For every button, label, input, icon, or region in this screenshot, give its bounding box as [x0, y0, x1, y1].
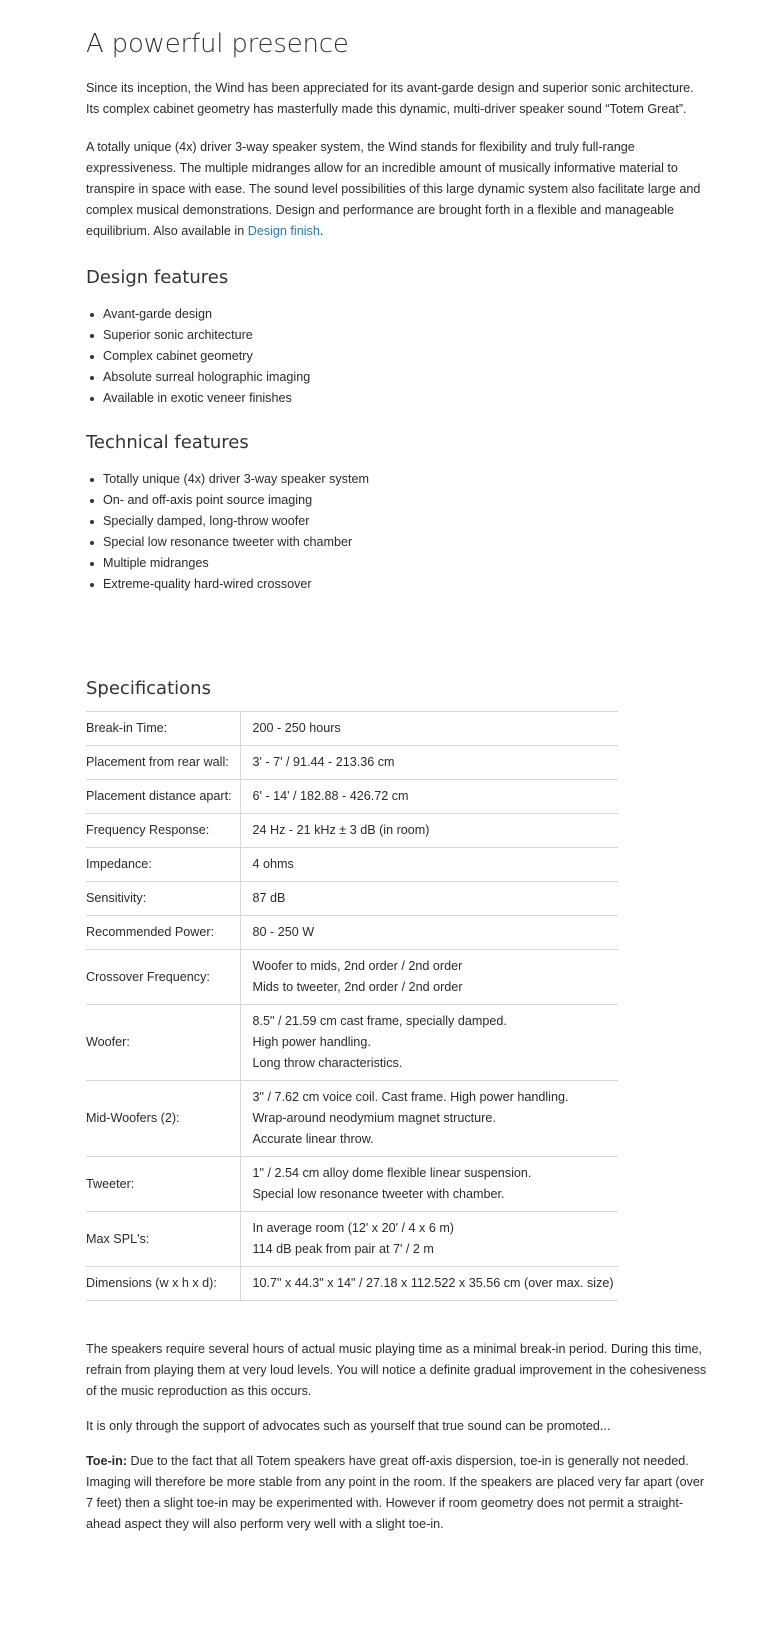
intro-paragraph-2-text: A totally unique (4x) driver 3-way speaker system, the Wind stands for flexibility and truly full-range expressiveness. The multiple midranges allow for an incredible amount of musically informative material to transpire in space with ease. The sound level possibilities of this large dynamic system also facilitate large and complex musical demonstrations. Design and performance are brought forth in a flexible and manageable equilibrium. Also available in	[86, 140, 701, 238]
spec-label: Woofer:	[86, 1005, 240, 1081]
table-row	[86, 1212, 618, 1267]
table-row	[86, 1157, 618, 1212]
spec-value	[240, 1081, 618, 1157]
spec-value-line: Mids to tweeter, 2nd order / 2nd order	[252, 980, 463, 994]
spec-value-line: 10.7" x 44.3" x 14" / 27.18 x 112.522 x 35.56 cm (over max. size)	[252, 1276, 614, 1290]
list-item: Extreme-quality hard-wired crossover	[86, 574, 710, 595]
table-row	[86, 882, 618, 916]
spec-label: Placement distance apart:	[86, 780, 240, 814]
break-in-paragraph: The speakers require several hours of actual music playing time as a minimal break-in period. During this time, refrain from playing them at very loud levels. You will notice a definite gradual improvement in the cohesiveness of the music reproduction as this occurs.	[86, 1342, 707, 1398]
table-row	[86, 1081, 618, 1157]
spec-value-line: Woofer to mids, 2nd order / 2nd order	[252, 959, 463, 973]
table-row	[86, 712, 618, 746]
intro-paragraph-2	[86, 137, 710, 242]
toe-in-paragraph	[86, 1451, 710, 1535]
spec-label: Impedance:	[86, 848, 240, 882]
spec-value	[240, 950, 618, 1005]
list-item: Totally unique (4x) driver 3-way speaker system	[86, 469, 710, 490]
spec-value	[240, 848, 618, 882]
spec-value-line: 4 ohms	[252, 857, 294, 871]
spec-label: Max SPL's:	[86, 1212, 240, 1267]
table-row	[86, 916, 618, 950]
spec-value-line: In average room (12' x 20' / 4 x 6 m)	[252, 1221, 454, 1235]
spec-value-line: Accurate linear throw.	[252, 1132, 374, 1146]
table-row	[86, 814, 618, 848]
list-item: Avant-garde design	[86, 304, 710, 325]
design-features-heading: Design features	[86, 267, 229, 288]
spec-value	[240, 1267, 618, 1301]
spec-value	[240, 882, 618, 916]
spec-value-line: High power handling.	[252, 1035, 371, 1049]
spec-value	[240, 1212, 618, 1267]
specifications-table	[86, 711, 618, 1301]
spec-value-line: 200 - 250 hours	[252, 721, 341, 735]
intro-paragraph-1: Since its inception, the Wind has been appreciated for its avant-garde design and superior sonic architecture. Its complex cabinet geometry has masterfully made this dynamic, multi-driver speaker sound “Totem Great”.	[86, 81, 694, 116]
list-item: Special low resonance tweeter with chamber	[86, 532, 710, 553]
spec-label: Tweeter:	[86, 1157, 240, 1212]
technical-features-heading: Technical features	[86, 432, 249, 453]
table-row	[86, 848, 618, 882]
list-item: Multiple midranges	[86, 553, 710, 574]
spec-value-line: Wrap-around neodymium magnet structure.	[252, 1111, 496, 1125]
spec-value	[240, 712, 618, 746]
spec-value	[240, 916, 618, 950]
spec-label: Sensitivity:	[86, 882, 240, 916]
table-row	[86, 780, 618, 814]
advocates-paragraph: It is only through the support of advocates such as yourself that true sound can be promoted...	[86, 1419, 611, 1433]
spec-value-line: Special low resonance tweeter with chamber.	[252, 1187, 505, 1201]
spec-label: Mid-Woofers (2):	[86, 1081, 240, 1157]
spec-value	[240, 1005, 618, 1081]
list-item: Specially damped, long-throw woofer	[86, 511, 710, 532]
spec-value	[240, 780, 618, 814]
table-row	[86, 746, 618, 780]
table-row	[86, 950, 618, 1005]
spec-label: Frequency Response:	[86, 814, 240, 848]
spec-label: Placement from rear wall:	[86, 746, 240, 780]
spec-value-line: 1" / 2.54 cm alloy dome flexible linear suspension.	[252, 1166, 532, 1180]
spec-label: Dimensions (w x h x d):	[86, 1267, 240, 1301]
spec-value-line: Long throw characteristics.	[252, 1056, 403, 1070]
table-row	[86, 1267, 618, 1301]
list-item: Available in exotic veneer finishes	[86, 388, 710, 409]
table-row	[86, 1005, 618, 1081]
spec-value-line: 3' - 7' / 91.44 - 213.36 cm	[252, 755, 395, 769]
spec-value	[240, 746, 618, 780]
design-finish-link[interactable]: Design finish	[247, 224, 320, 238]
technical-features-list	[86, 469, 710, 595]
spec-value	[240, 814, 618, 848]
toe-in-label: Toe-in:	[86, 1454, 128, 1468]
list-item: Complex cabinet geometry	[86, 346, 710, 367]
spec-value-line: 80 - 250 W	[252, 925, 315, 939]
intro-paragraph-2-end: .	[319, 224, 324, 238]
spec-value-line: 3" / 7.62 cm voice coil. Cast frame. High power handling.	[252, 1090, 569, 1104]
list-item: Superior sonic architecture	[86, 325, 710, 346]
spec-value-line: 8.5" / 21.59 cm cast frame, specially damped.	[252, 1014, 507, 1028]
spec-value-line: 87 dB	[252, 891, 286, 905]
specifications-heading: Specifications	[86, 678, 211, 699]
list-item: On- and off-axis point source imaging	[86, 490, 710, 511]
spec-label: Break-in Time:	[86, 712, 240, 746]
spec-label: Crossover Frequency:	[86, 950, 240, 1005]
spec-value	[240, 1157, 618, 1212]
spec-label: Recommended Power:	[86, 916, 240, 950]
design-features-list	[86, 304, 710, 409]
spec-value-line: 114 dB peak from pair at 7' / 2 m	[252, 1242, 434, 1256]
page-title: A powerful presence	[86, 29, 349, 59]
toe-in-text: Due to the fact that all Totem speakers have great off-axis dispersion, toe-in is generally not needed. Imaging will therefore be more stable from any point in the room. If the speakers are placed very far apart (over 7 feet) then a slight toe-in may be experimented with. However if room geometry does not permit a straight-ahead aspect they will also perform very well with a slight toe-in.	[86, 1454, 705, 1531]
list-item: Absolute surreal holographic imaging	[86, 367, 710, 388]
spec-value-line: 6' - 14' / 182.88 - 426.72 cm	[252, 789, 409, 803]
spec-value-line: 24 Hz - 21 kHz ± 3 dB (in room)	[252, 823, 430, 837]
